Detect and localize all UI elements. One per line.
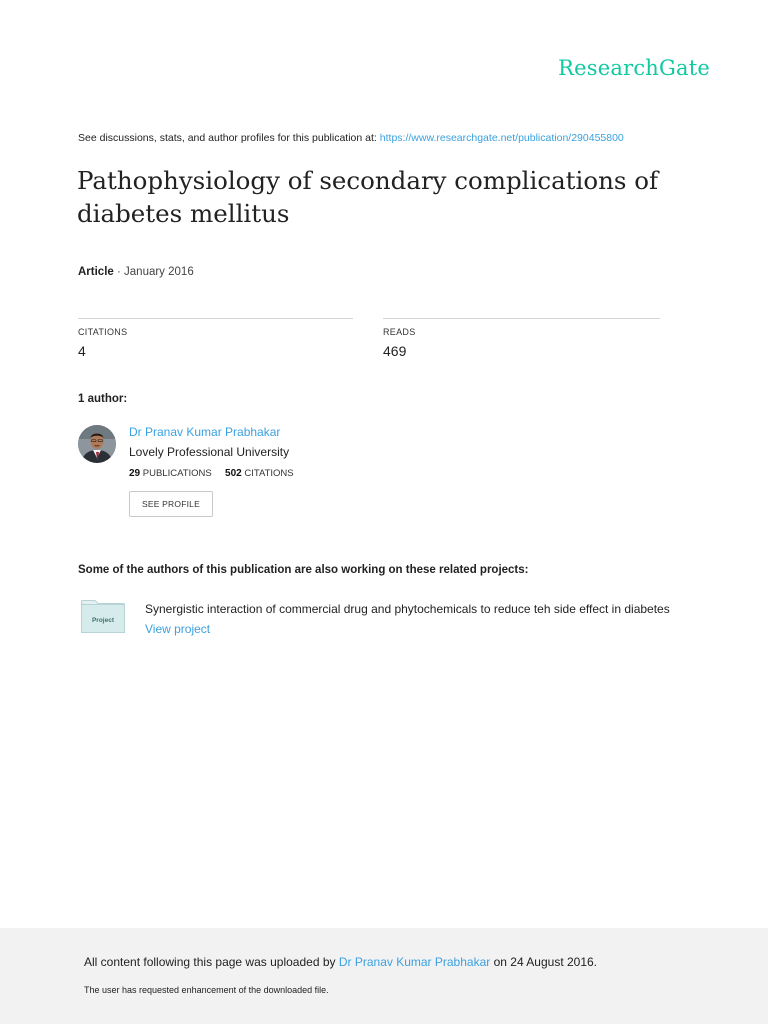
- publication-meta: [78, 266, 194, 278]
- footer-upload-line: [84, 955, 597, 969]
- author-institution: Lovely Professional University: [129, 445, 290, 459]
- project-icon-label: Project: [91, 617, 115, 624]
- author-citations-label: CITATIONS: [244, 468, 294, 479]
- view-project-link[interactable]: View project: [145, 622, 211, 636]
- publication-title: Pathophysiology of secondary complications of diabetes mellitus: [77, 166, 659, 228]
- footer-suffix: on 24 August 2016.: [493, 955, 598, 969]
- author-photo-icon: [78, 425, 116, 463]
- publication-date: · January 2016: [117, 266, 194, 278]
- project-folder-icon[interactable]: [81, 600, 125, 633]
- reads-divider: [383, 318, 660, 319]
- publication-type: Article: [78, 266, 114, 278]
- reads-value: 469: [383, 343, 407, 359]
- citations-divider: [78, 318, 353, 319]
- researchgate-logo[interactable]: ResearchGate: [558, 56, 710, 80]
- author-stats: [129, 468, 294, 479]
- footer-uploader-link[interactable]: Dr Pranav Kumar Prabhakar: [338, 955, 491, 969]
- footer: [0, 928, 768, 1024]
- author-name-link[interactable]: Dr Pranav Kumar Prabhakar: [129, 425, 281, 439]
- author-avatar[interactable]: [78, 425, 116, 463]
- authors-heading: 1 author:: [78, 393, 128, 405]
- author-citations-count: 502: [225, 468, 242, 479]
- discussion-prefix: See discussions, stats, and author profiles for this publication at:: [78, 132, 377, 144]
- publication-url-link[interactable]: https://www.researchgate.net/publication/290455800: [379, 132, 624, 144]
- citations-label: CITATIONS: [78, 327, 128, 337]
- project-title: Synergistic interaction of commercial drug and phytochemicals to reduce teh side effect in diabetes: [145, 602, 670, 616]
- footer-note: The user has requested enhancement of the downloaded file.: [84, 985, 329, 995]
- author-publications-label: PUBLICATIONS: [142, 468, 212, 479]
- see-profile-button[interactable]: SEE PROFILE: [129, 491, 213, 517]
- discussion-line: [78, 132, 624, 144]
- citations-value: 4: [78, 343, 86, 359]
- reads-label: READS: [383, 327, 416, 337]
- author-publications-count: 29: [129, 468, 141, 479]
- footer-prefix: All content following this page was uploaded by: [84, 955, 336, 969]
- related-projects-heading: Some of the authors of this publication are also working on these related projects:: [78, 564, 529, 576]
